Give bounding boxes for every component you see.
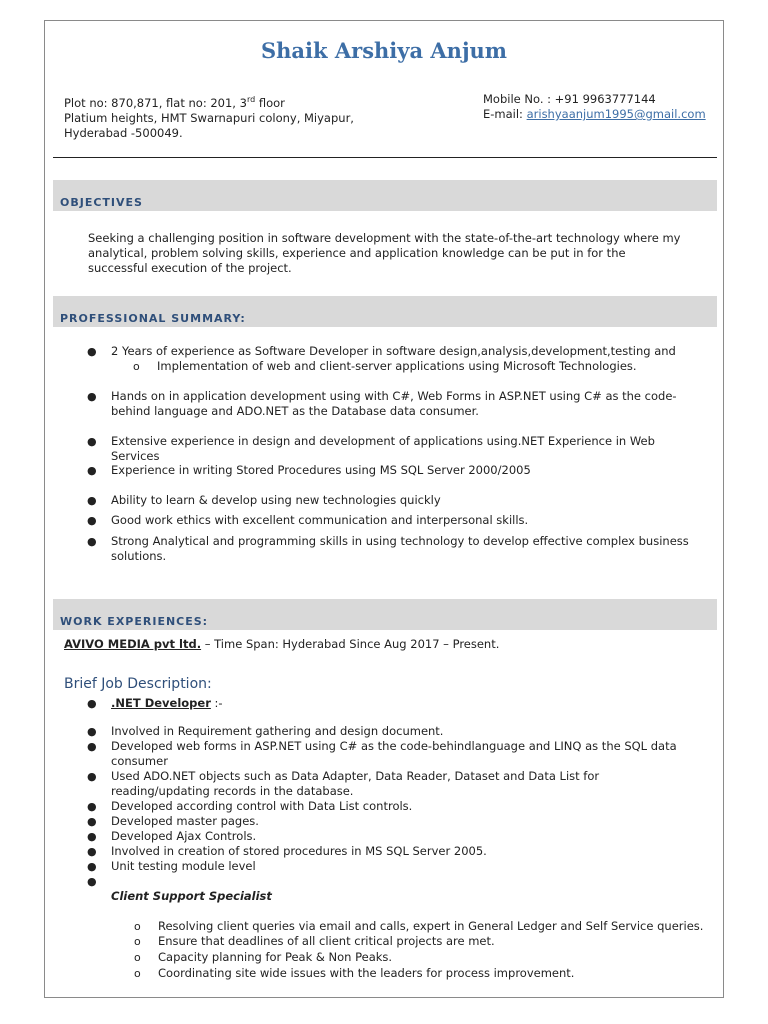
address-block [64, 92, 354, 141]
role-line [111, 696, 701, 711]
role-suffix: :- [210, 696, 223, 710]
sub-bullet-icon: o [134, 935, 141, 948]
address-line-3: Hyderabad -500049. [64, 125, 183, 140]
bullet-icon: ● [87, 390, 97, 403]
sub-bullet-icon: o [134, 951, 141, 964]
summary-item-text: Experience in writing Stored Procedures using MS SQL Server 2000/2005 [111, 463, 531, 477]
brief-job-description-heading: Brief Job Description: [64, 676, 212, 692]
bullet-icon: ● [87, 535, 97, 548]
bullet-icon: ● [87, 435, 97, 448]
client-support-title: Client Support Specialist [111, 889, 272, 903]
bullet-icon: ● [87, 800, 97, 813]
summary-item-text: Good work ethics with excellent communication and interpersonal skills. [111, 513, 529, 527]
address-line-1-text: Plot no: 870,871, flat no: 201, 3 [64, 95, 247, 110]
duty-text: Developed according control with Data List controls. [111, 799, 413, 813]
email-link[interactable]: arishyaanjum1995@gmail.com [526, 107, 706, 121]
header-divider [53, 157, 717, 158]
email-label: E-mail: [483, 107, 527, 121]
address-line-1-tail: floor [255, 95, 285, 110]
sub-bullet-icon: o [134, 967, 141, 980]
support-item-text: Coordinating site wide issues with the leaders for process improvement. [158, 966, 575, 980]
role-title: .NET Developer [111, 696, 211, 710]
support-item-text: Capacity planning for Peak & Non Peaks. [158, 950, 393, 964]
objectives-heading-band [53, 180, 717, 211]
duty-text: Involved in Requirement gathering and design document. [111, 724, 444, 738]
duty-text: Used ADO.NET objects such as Data Adapter, Data Reader, Dataset and Data List for reading/updating records in the database. [111, 769, 600, 798]
contact-block [483, 92, 706, 122]
mobile-number: Mobile No. : +91 9963777144 [483, 92, 656, 106]
duty-text: Developed web forms in ASP.NET using C# as the code-behindlanguage and LINQ as the SQL data consumer [111, 739, 677, 768]
duty-text: Involved in creation of stored procedures in MS SQL Server 2005. [111, 844, 487, 858]
bullet-icon: ● [87, 770, 97, 783]
work-heading-band [53, 599, 717, 630]
sub-bullet-icon: o [133, 360, 140, 373]
bullet-icon: ● [87, 830, 97, 843]
company-details: – Time Span: Hyderabad Since Aug 2017 – Present. [201, 637, 500, 651]
bullet-icon: ● [87, 845, 97, 858]
bullet-icon: ● [87, 860, 97, 873]
bullet-icon: ● [87, 697, 97, 710]
objectives-heading: OBJECTIVES [60, 196, 143, 209]
bullet-icon: ● [87, 875, 97, 888]
candidate-name: Shaik Arshiya Anjum [260, 38, 508, 63]
summary-heading-band [53, 296, 717, 327]
work-heading: WORK EXPERIENCES: [60, 615, 209, 628]
address-line-2: Platium heights, HMT Swarnapuri colony, Miyapur, [64, 110, 354, 125]
bullet-icon: ● [87, 815, 97, 828]
support-item-text: Resolving client queries via email and calls, expert in General Ledger and Self Service queries. [158, 919, 704, 933]
summary-sub-item-text: Implementation of web and client-server applications using Microsoft Technologies. [157, 359, 637, 373]
bullet-icon: ● [87, 494, 97, 507]
bullet-icon: ● [87, 725, 97, 738]
objectives-text: Seeking a challenging position in software development with the state-of-the-art technology where my analytical, problem solving skills, experience and application knowledge can be put in for the successful execution of the project. [88, 231, 681, 275]
company-line [64, 637, 499, 652]
support-item-text: Ensure that deadlines of all client critical projects are met. [158, 934, 495, 948]
duty-text: Developed Ajax Controls. [111, 829, 257, 843]
duty-text: Unit testing module level [111, 859, 256, 873]
bullet-icon: ● [87, 514, 97, 527]
address-superscript: rd [246, 95, 256, 104]
summary-heading: PROFESSIONAL SUMMARY: [60, 312, 246, 325]
company-name: AVIVO MEDIA pvt ltd. [64, 637, 202, 651]
sub-bullet-icon: o [134, 920, 141, 933]
duty-text: Developed master pages. [111, 814, 259, 828]
summary-item-text: 2 Years of experience as Software Developer in software design,analysis,development,testing and [111, 344, 676, 358]
bullet-icon: ● [87, 740, 97, 753]
summary-item-text: Strong Analytical and programming skills in using technology to develop effective complex business solutions. [111, 534, 689, 563]
address-line-1 [64, 92, 354, 111]
summary-item-text: Hands on in application development using with C#, Web Forms in ASP.NET using C# as the code-behind language and ADO.NET as the Database data consumer. [111, 389, 677, 418]
bullet-icon: ● [87, 464, 97, 477]
email-row [483, 107, 706, 122]
bullet-icon: ● [87, 345, 97, 358]
summary-item-text: Ability to learn & develop using new technologies quickly [111, 493, 441, 507]
summary-item-text: Extensive experience in design and development of applications using.NET Experience in Web Services [111, 434, 655, 463]
